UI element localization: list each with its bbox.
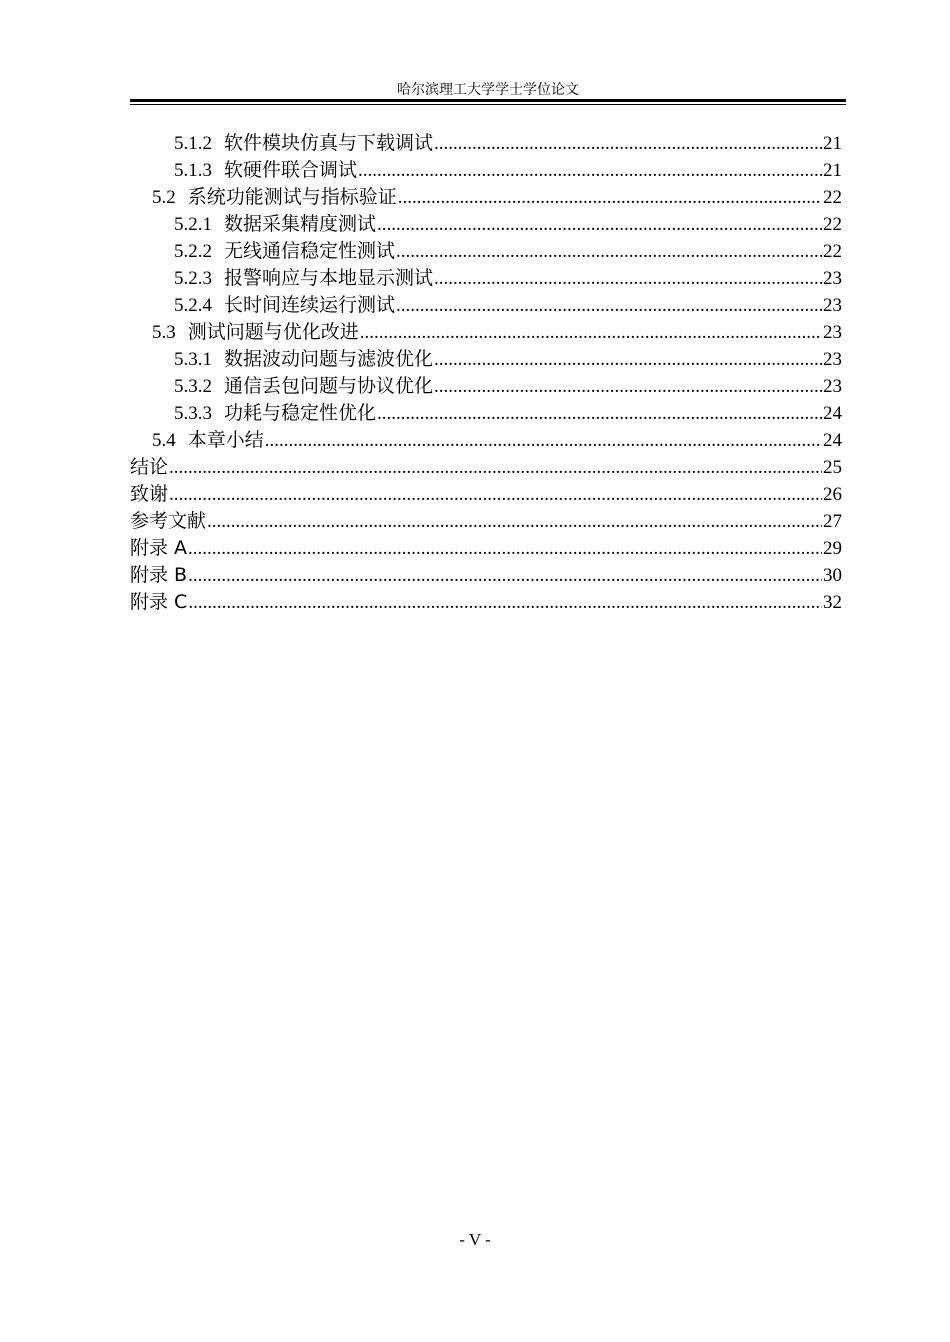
toc-entry-number: 5.3.2 [174,376,212,397]
toc-entry-page: 24 [823,430,842,451]
toc-entry[interactable] [130,481,842,508]
toc-entry-title: 结论 [130,456,169,478]
toc-dot-leader [398,184,822,211]
toc-entry-page: 23 [823,376,842,397]
toc-entry-page: 32 [823,592,842,613]
toc-entry-number: 5.3 [152,322,176,343]
header-rule-thin [130,104,846,105]
toc-entry-title: 无线通信稳定性测试 [224,240,396,262]
toc-entry-page: 27 [823,511,842,532]
toc-entry-title: 本章小结 [187,429,264,451]
toc-entry-title: 附录 B [130,564,188,586]
toc-entry-title: 软硬件联合调试 [224,159,358,181]
toc-entry-number: 5.4 [152,430,176,451]
page-number: - V - [459,1230,491,1249]
toc-entry-number: 5.1.2 [174,133,212,154]
toc-entry-page: 22 [823,187,842,208]
toc-entry[interactable] [130,265,842,292]
toc-entry[interactable] [130,508,842,535]
toc-entry[interactable] [130,400,842,427]
toc-entry-title: 附录 A [130,537,188,559]
toc-dot-leader [396,238,822,265]
toc-entry-title: 通信丢包问题与协议优化 [224,375,434,397]
toc-dot-leader [188,535,822,562]
toc-dot-leader [265,427,822,454]
toc-dot-leader [377,211,822,238]
toc-entry[interactable] [130,184,842,211]
toc-entry-title: 参考文献 [130,510,207,532]
toc-entry-number: 5.2.4 [174,295,212,316]
toc-dot-leader [360,319,822,346]
toc-dot-leader [207,508,822,535]
toc-entry-title: 致谢 [130,483,169,505]
toc-entry-page: 21 [823,160,842,181]
toc-dot-leader [188,562,822,589]
toc-entry[interactable] [130,535,842,562]
toc-entry-number: 5.2.2 [174,241,212,262]
header-rule-thick [130,99,846,102]
toc-dot-leader [434,130,822,157]
toc-entry-number: 5.3.3 [174,403,212,424]
toc-entry[interactable] [130,346,842,373]
toc-entry-number: 5.2.1 [174,214,212,235]
toc-entry-page: 22 [823,214,842,235]
toc-entry-page: 23 [823,295,842,316]
toc-entry-title: 附录 C [130,591,188,613]
toc-dot-leader [169,481,822,508]
toc-entry-page: 23 [823,349,842,370]
toc-entry[interactable] [130,373,842,400]
toc-entry[interactable] [130,211,842,238]
toc-entry-page: 26 [823,484,842,505]
toc-entry[interactable] [130,454,842,481]
toc-entry-page: 23 [823,322,842,343]
toc-dot-leader [169,454,822,481]
toc-entry-number: 5.2 [152,187,176,208]
toc-entry-page: 21 [823,133,842,154]
toc-dot-leader [358,157,822,184]
table-of-contents [130,130,842,616]
toc-entry[interactable] [130,562,842,589]
toc-dot-leader [434,373,822,400]
toc-entry-title: 报警响应与本地显示测试 [224,267,434,289]
toc-entry-title: 软件模块仿真与下载调试 [224,132,434,154]
toc-dot-leader [396,292,822,319]
toc-entry[interactable] [130,157,842,184]
toc-entry-title: 长时间连续运行测试 [224,294,396,316]
toc-dot-leader [188,589,822,616]
toc-entry-page: 22 [823,241,842,262]
toc-dot-leader [434,265,822,292]
toc-entry-number: 5.2.3 [174,268,212,289]
toc-entry-number: 5.1.3 [174,160,212,181]
toc-entry-page: 29 [823,538,842,559]
toc-entry-page: 23 [823,268,842,289]
toc-entry-title: 数据波动问题与滤波优化 [224,348,434,370]
toc-entry-number: 5.3.1 [174,349,212,370]
toc-entry-page: 30 [823,565,842,586]
toc-entry-title: 功耗与稳定性优化 [224,402,377,424]
toc-entry-page: 25 [823,457,842,478]
toc-entry-title: 测试问题与优化改进 [187,321,359,343]
running-header: 哈尔滨理工大学学士学位论文 [397,82,579,98]
toc-entry[interactable] [130,292,842,319]
toc-dot-leader [434,346,822,373]
toc-entry[interactable] [130,130,842,157]
toc-entry[interactable] [130,427,842,454]
toc-entry-page: 24 [823,403,842,424]
toc-entry-title: 数据采集精度测试 [224,213,377,235]
toc-entry[interactable] [130,319,842,346]
toc-entry[interactable] [130,238,842,265]
toc-entry[interactable] [130,589,842,616]
toc-dot-leader [377,400,822,427]
toc-entry-title: 系统功能测试与指标验证 [187,186,397,208]
